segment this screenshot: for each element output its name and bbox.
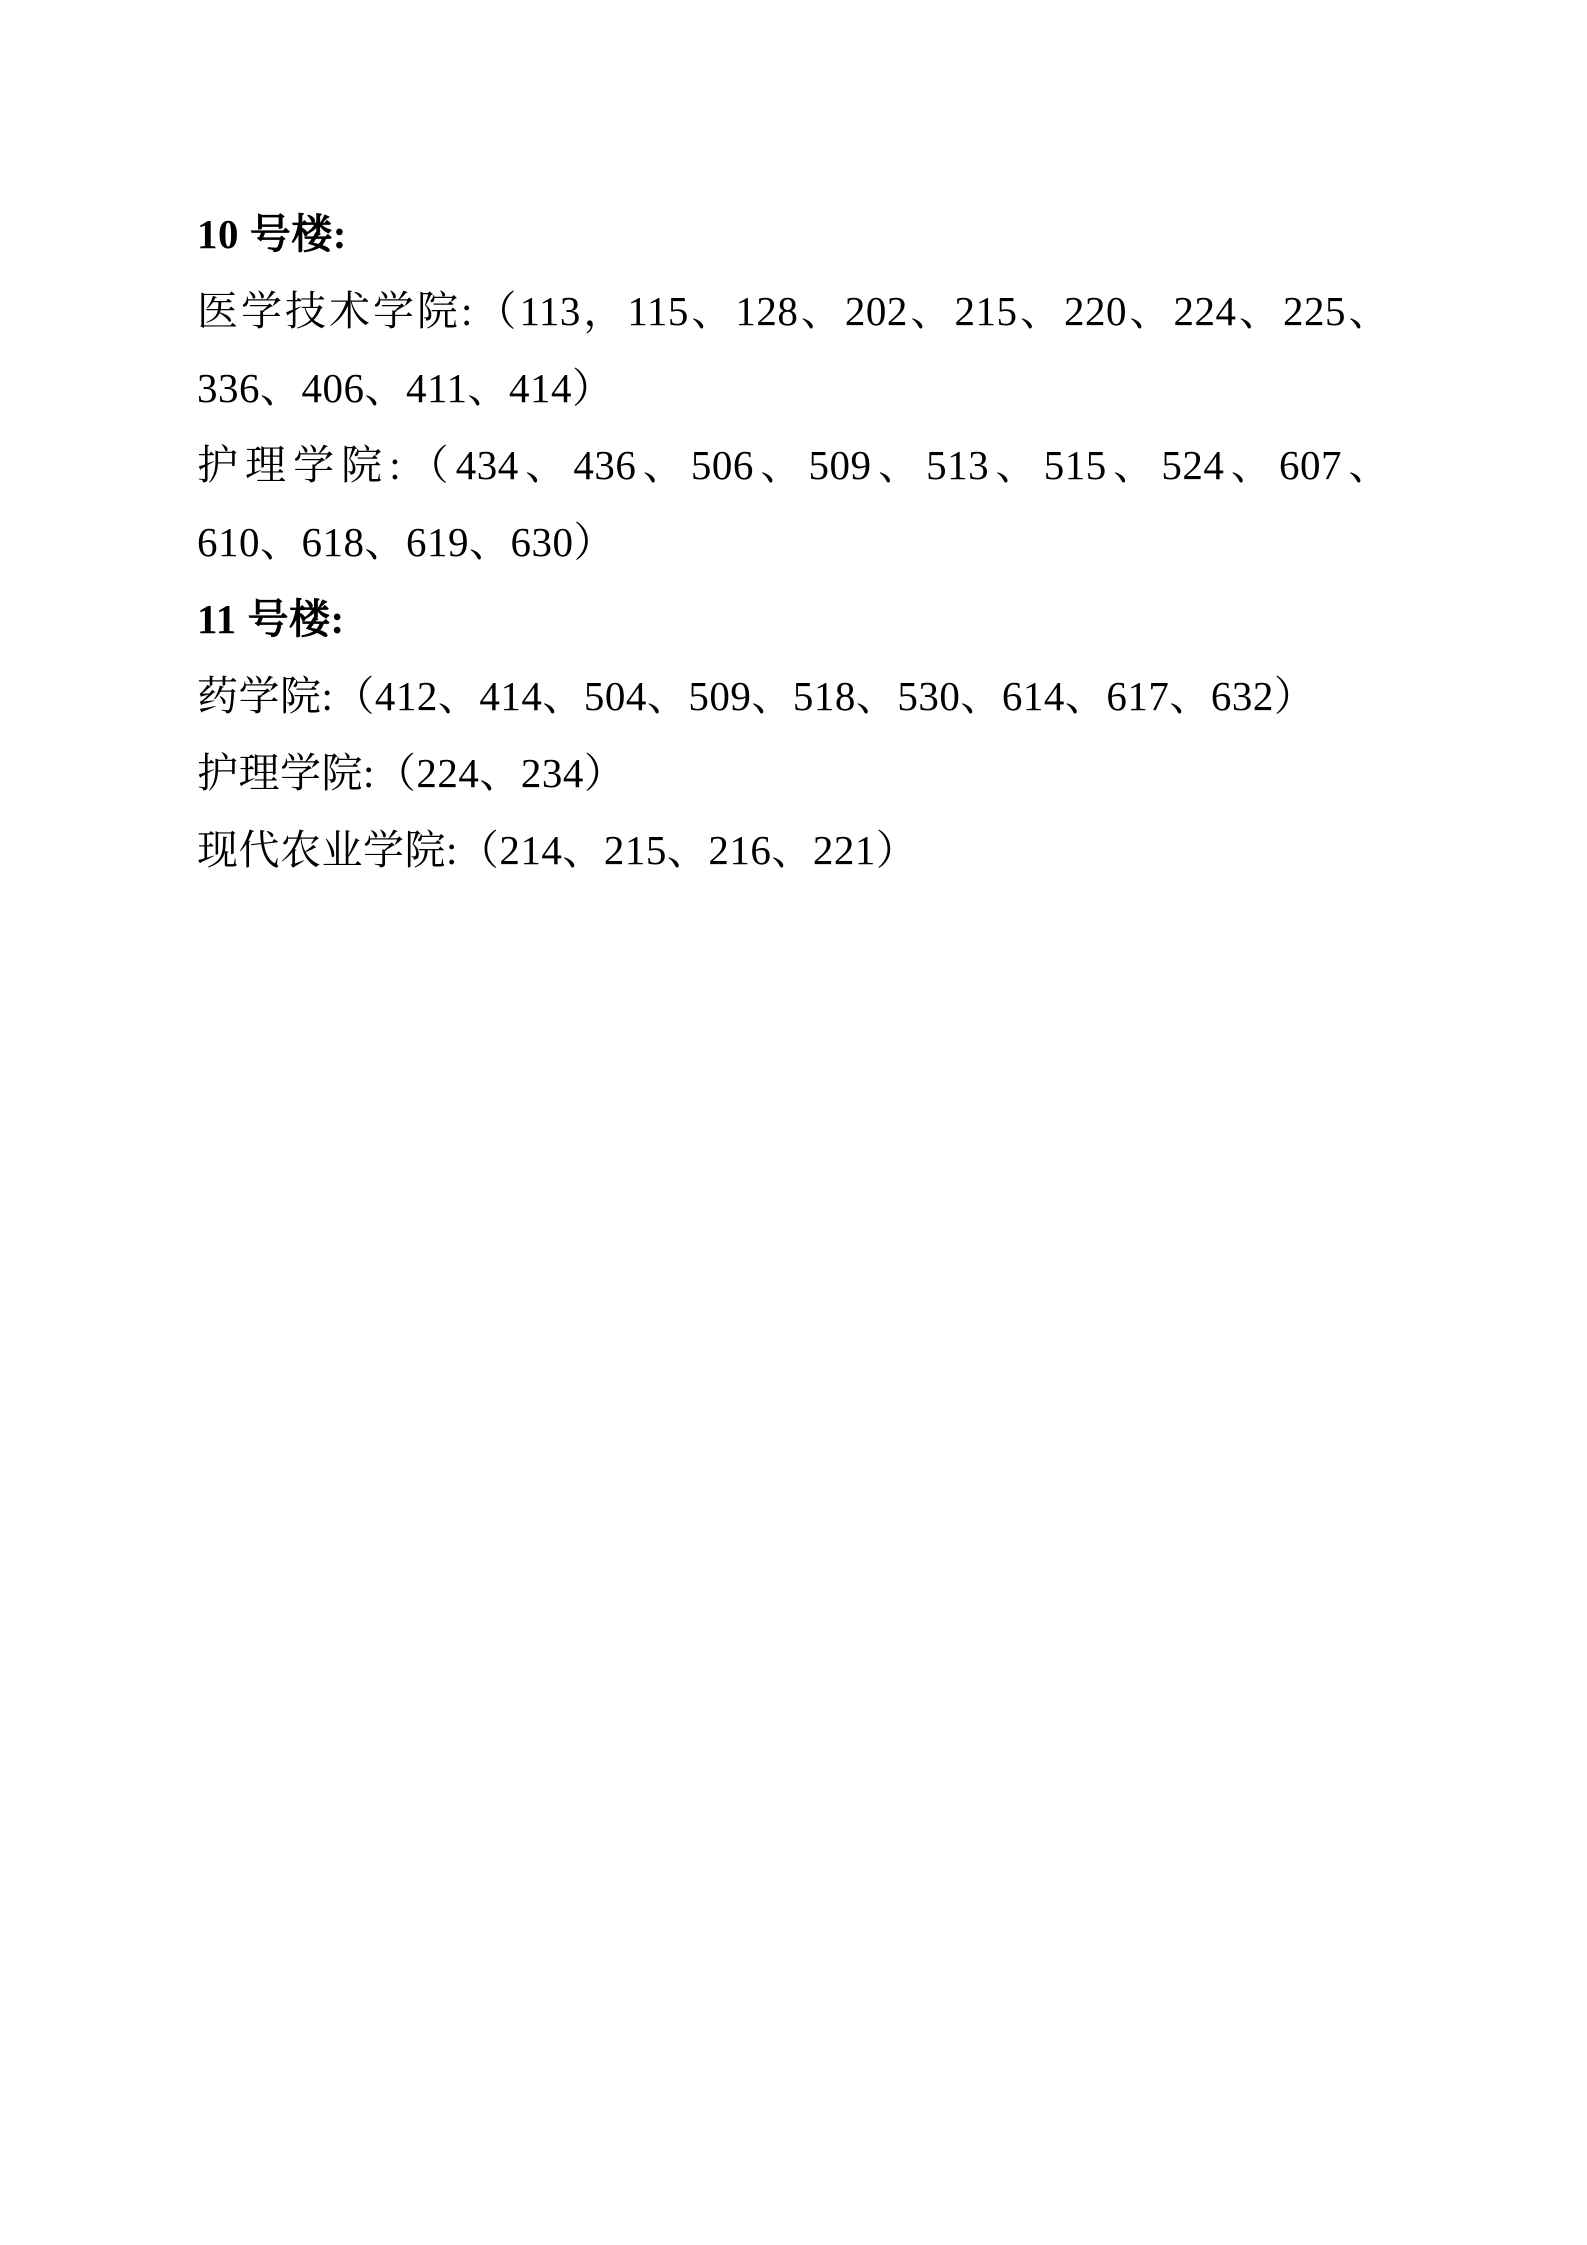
room-list-line: 610、618、619、630） [197, 519, 615, 565]
document-content [197, 196, 1390, 889]
room-list-line: 护理学院:（224、234） [197, 750, 626, 796]
building-heading: 10 号楼: [197, 211, 347, 257]
room-list-line: 护理学院:（434、436、506、509、513、515、524、607、 [197, 442, 1390, 488]
room-list-line: 医学技术学院:（113，115、128、202、215、220、224、225、 [197, 288, 1390, 334]
room-list-line: 336、406、411、414） [197, 365, 614, 411]
room-list-line: 药学院:（412、414、504、509、518、530、614、617、632） [197, 673, 1316, 719]
room-list-line: 现代农业学院:（214、215、216、221） [197, 827, 918, 873]
building-heading: 11 号楼: [197, 596, 345, 642]
